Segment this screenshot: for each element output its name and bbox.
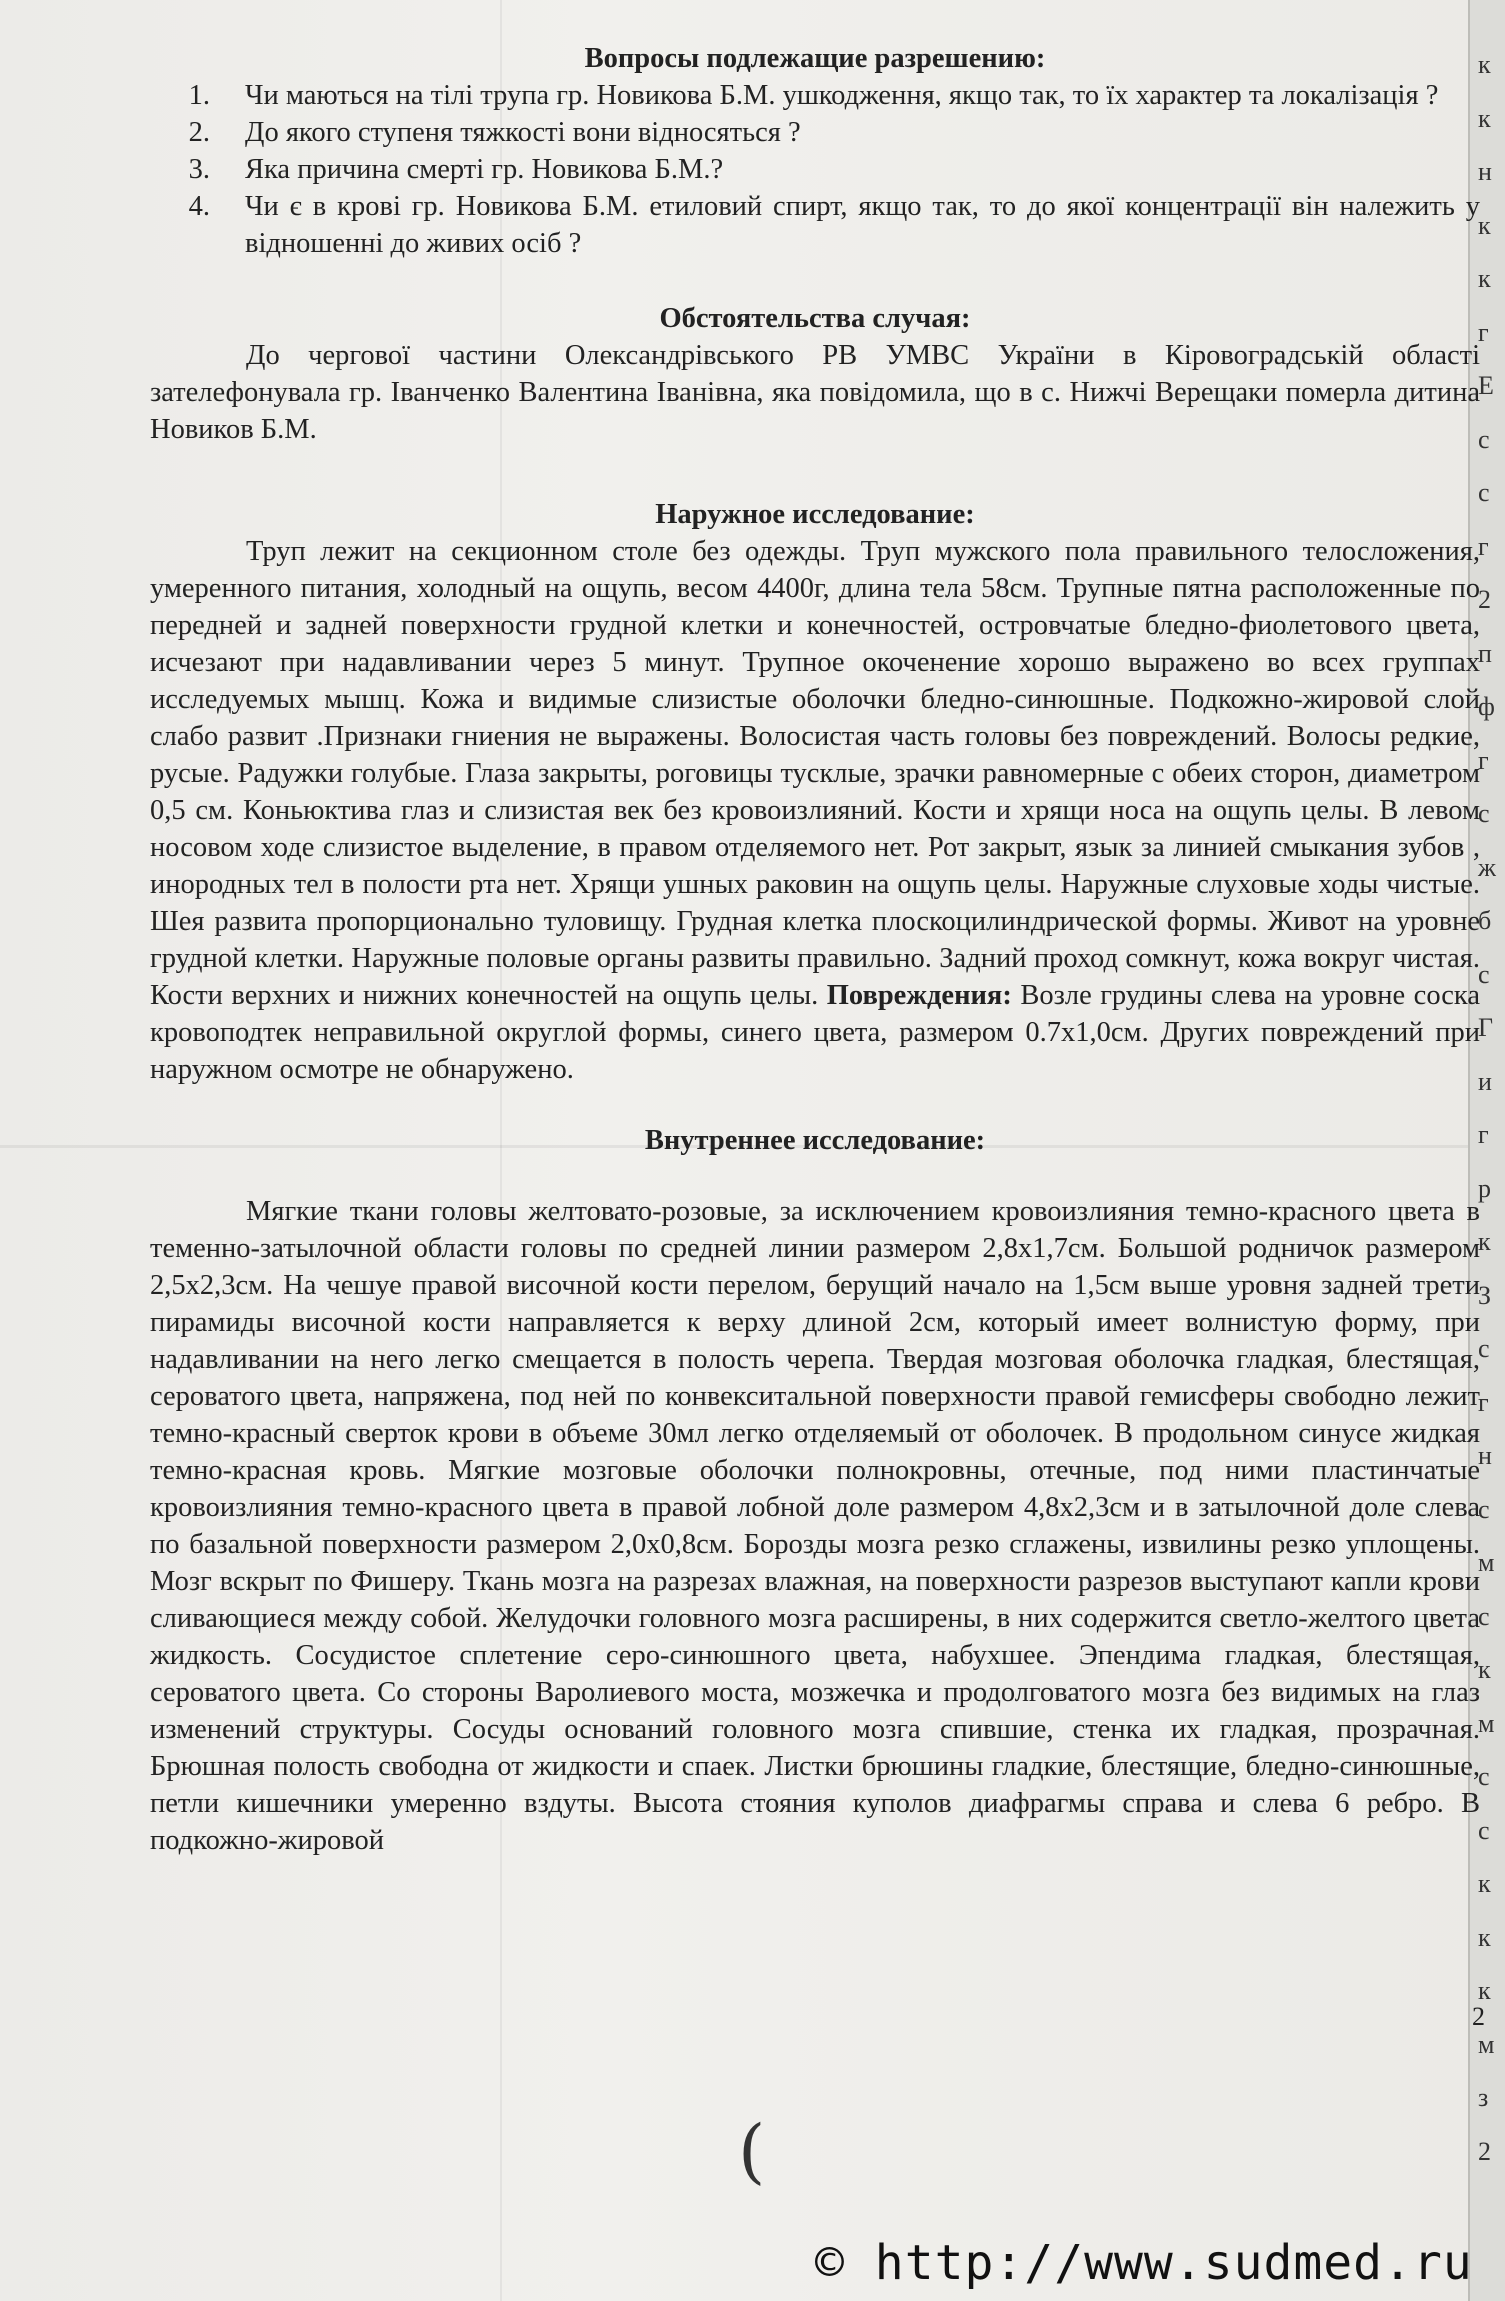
edge-letter: п bbox=[1478, 638, 1492, 668]
page-number: 2 bbox=[1472, 2002, 1485, 2031]
pen-mark: ( bbox=[738, 2110, 766, 2192]
edge-letter: к bbox=[1478, 1869, 1491, 1898]
edge-letter: с bbox=[1478, 424, 1490, 454]
questions-heading: Вопросы подлежащие разрешению: bbox=[584, 43, 1046, 74]
edge-letter: и bbox=[1478, 1066, 1492, 1096]
questions-list bbox=[150, 77, 1480, 262]
edge-letter: н bbox=[1478, 157, 1492, 186]
injuries-text: Возле грудины слева на уровне соска кровоподтек неправильной округлой формы, синего цвета, размером 0.7х1,0см. Других повреждений при наружном осмотре не обнаружено. bbox=[150, 980, 1481, 1085]
edge-letter: 2 bbox=[1478, 585, 1491, 614]
edge-letter: ф bbox=[1478, 692, 1495, 721]
edge-letter: г bbox=[1478, 531, 1489, 561]
edge-letter: З bbox=[1478, 1280, 1492, 1310]
question-item: 3. Яка причина смерті гр. Новикова Б.М.? bbox=[188, 154, 724, 185]
edge-letter: г bbox=[1478, 317, 1489, 347]
edge-letter: к bbox=[1478, 1655, 1491, 1684]
edge-letter: к bbox=[1478, 264, 1491, 293]
edge-letter: к bbox=[1478, 210, 1491, 240]
edge-letter: к bbox=[1478, 1227, 1491, 1256]
question-item: 2. До якого ступеня тяжкості вони відносяться ? bbox=[188, 117, 801, 148]
internal-exam-text: Мягкие ткани головы желтовато-розовые, за исключением кровоизлияния темно-красного цвета в теменно-затылочной области головы по средней линии размером 2,8х1,7см. Большой родничок размером 2,5х2,3см. На чешуе правой височной кости перелом, берущий начало на 1,5см выше уровня задней трети пирамиды височной кости направляется к верху длиной 2см, который имеет волнистую форму, при надавливании на него легко смещается в полость черепа. Твердая мозговая оболочка гладкая, блестящая, сероватого цвета, напряжена, под ней по конвекситальной поверхности правой гемисферы свободно лежит темно-красный сверток крови в объеме 30мл легко отделяемый от оболочек. В продольном синусе жидкая темно-красная кровь. Мягкие мозговые оболочки полнокровны, отечные, под ними пластинчатые кровоизлияния темно-красного цвета в правой лобной доле размером 4,8х2,3см и в затылочной доле слева по базальной поверхности размером 2,0х0,8см. Борозды мозга резко сглажены, извилины резко уплощены. Мозг вскрыт по Фишеру. Ткань мозга на разрезах влажная, на поверхности разрезов выступают капли крови сливающиеся между собой. Желудочки головного мозга расширены, в них содержится светло-желтого цвета жидкость. Сосудистое сплетение серо-синюшного цвета, набухшее. Эпендима гладкая, блестящая, сероватого цвета. Со стороны Варолиевого моста, мозжечка и продолговатого мозга без видимых на глаз изменений структуры. Сосуды оснований головного мозга спившие, стенка их гладкая, прозрачная. Брюшная полость свободна от жидкости и спаек. Листки брюшины гладкие, блестящие, бледно-синюшные, петли кишечники умеренно вздуты. Высота стояния куполов диафрагмы справа и слева 6 ребро. В подкожно-жировой bbox=[150, 1196, 1480, 1856]
edge-letter: с bbox=[1478, 1334, 1490, 1363]
edge-letter: м bbox=[1478, 1548, 1495, 1577]
edge-letter: ж bbox=[1478, 852, 1496, 882]
edge-letter: Е bbox=[1478, 371, 1494, 400]
watermark: © http://www.sudmed.ru bbox=[815, 2235, 1473, 2291]
edge-letter: г bbox=[1478, 745, 1489, 775]
external-exam-text: Труп лежит на секционном столе без одежды. Труп мужского пола правильного телосложения, умеренного питания, холодный на ощупь, весом 4400г, длина тела 58см. Трупные пятна расположенные по передней и задней поверхности грудной клетки и конечностей, островчатые бледно-фиолетового цвета, исчезают при надавливании через 5 минут. Трупное окоченение хорошо выражено во всех группах исследуемых мышц. Кожа и видимые слизистые оболочки бледно-синюшные. Подкожно-жировой слой слабо развит .Признаки гниения не выражены. Волосистая часть головы без повреждений. Волосы редкие, русые. Радужки голубые. Глаза закрыты, роговицы тусклые, зрачки равномерные с обеих сторон, диаметром 0,5 см. Коньюктива глаз и слизистая век без кровоизлияний. Кости и хрящи носа на ощупь целы. В левом носовом ходе слизистое выделение, в правом отделяемого нет. Рот закрыт, язык за линией смыкания зубов , инородных тел в полости рта нет. Хрящи ушных раковин на ощупь целы. Наружные слуховые ходы чистые. Шея развита пропорционально туловищу. Грудная клетка плоскоцилиндрической формы. Живот на уровне грудной клетки. Наружные половые органы развиты правильно. Задний проход сомкнут, кожа вокруг чистая. Кости верхних и нижних конечностей на ощупь целы. Повреждения: Возле грудины слева на уровне соска кровоподтек неправильной округлой формы, синего цвета, размером 0.7х1,0см. Других повреждений при наружном осмотре не обнаружено. bbox=[150, 536, 1481, 1085]
question-item: 1. Чи маються на тілі трупа гр. Новикова Б.М. ушкодження, якщо так, то їх характер та локалізація ? bbox=[188, 80, 1439, 111]
document-body bbox=[150, 40, 1480, 1859]
internal-exam-heading: Внутреннее исследование: bbox=[644, 1125, 986, 1156]
edge-letter: к bbox=[1478, 103, 1491, 133]
edge-letter: Г bbox=[1478, 1013, 1494, 1042]
edge-letter: с bbox=[1478, 1762, 1490, 1791]
edge-letter: с bbox=[1478, 1494, 1490, 1524]
edge-letter: н bbox=[1478, 1441, 1492, 1470]
edge-letter: к bbox=[1478, 50, 1491, 79]
edge-letter: 2 bbox=[1478, 2136, 1491, 2166]
edge-letter: к bbox=[1478, 1976, 1491, 2005]
edge-letter: м bbox=[1478, 1708, 1495, 1738]
edge-letter: с bbox=[1478, 478, 1490, 507]
edge-letter: с bbox=[1478, 799, 1490, 828]
circumstances-text: До чергової частини Олександрівського РВ УМВС України в Кіровоградській області зателефонувала гр. Іванченко Валентина Іванівна, яка повідомила, що в с. Нижчі Верещаки померла дитина Новиков Б.М. bbox=[150, 340, 1480, 445]
edge-letter: к bbox=[1478, 1922, 1491, 1952]
edge-letter: г bbox=[1478, 1120, 1489, 1149]
edge-letter: с bbox=[1478, 959, 1490, 989]
edge-letter: с bbox=[1478, 1815, 1490, 1845]
injuries-label: Повреждения: bbox=[826, 980, 1012, 1011]
edge-letter: с bbox=[1478, 1601, 1490, 1631]
edge-letter: г bbox=[1478, 1387, 1489, 1417]
external-exam-heading: Наружное исследование: bbox=[655, 499, 975, 530]
circumstances-heading: Обстоятельства случая: bbox=[659, 303, 971, 334]
edge-letter: з bbox=[1478, 2083, 1489, 2112]
edge-letter: р bbox=[1478, 1173, 1491, 1203]
edge-letter: б bbox=[1478, 906, 1492, 935]
edge-letter: м bbox=[1478, 2029, 1495, 2059]
question-item: 4. Чи є в крові гр. Новикова Б.М. етиловий спирт, якщо так, то до якої концентрації він належить у відношенні до живих осіб ? bbox=[188, 191, 1480, 259]
